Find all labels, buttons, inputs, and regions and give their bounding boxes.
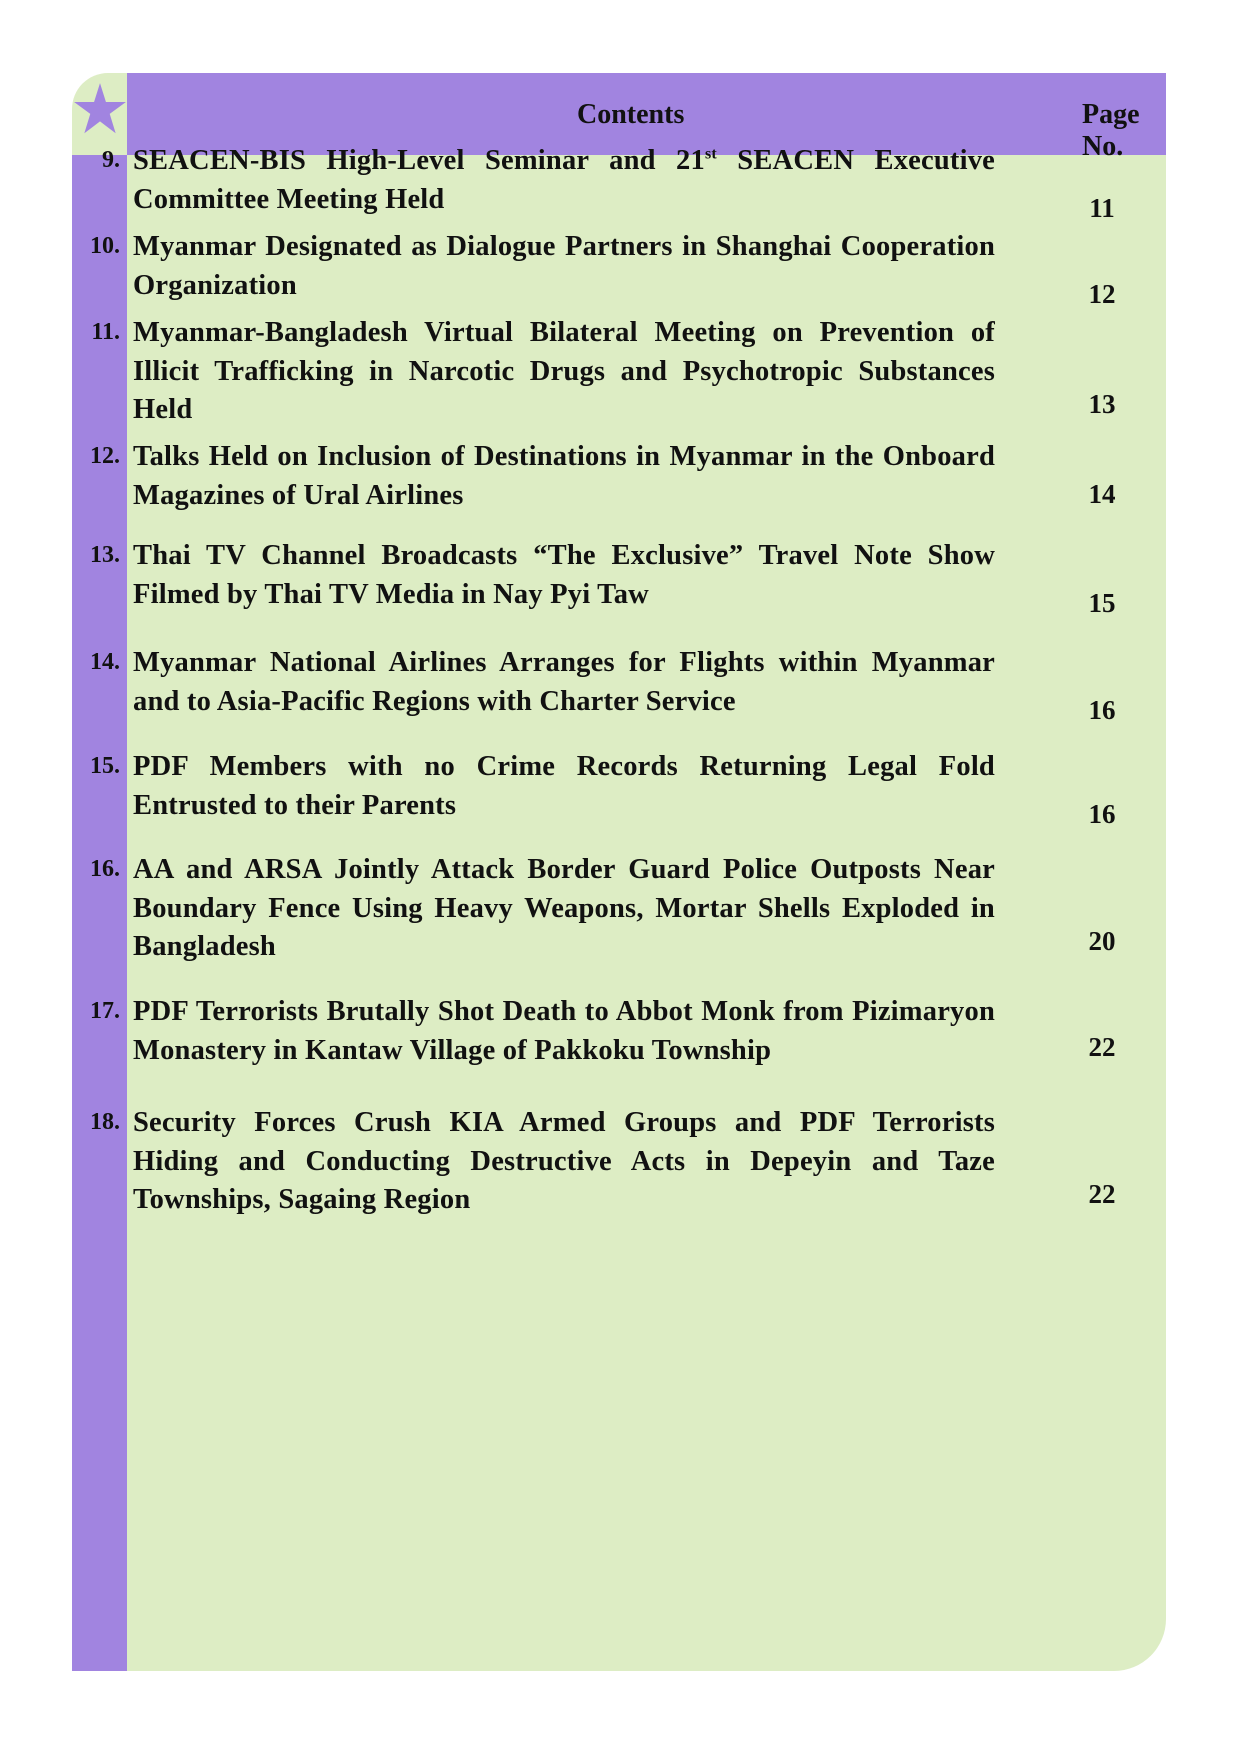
entry-page: 22 xyxy=(1088,1179,1116,1209)
entry-number: 18. xyxy=(90,1109,120,1135)
entry-page: 12 xyxy=(1088,279,1116,309)
sidebar-strip xyxy=(72,155,127,1671)
entry-page: 16 xyxy=(1088,695,1116,725)
entry-title: Thai TV Channel Broadcasts “The Exclusive” Travel Note Show Filmed by Thai TV Media in Nay Pyi Taw xyxy=(133,540,995,610)
entry-page: 22 xyxy=(1088,1032,1116,1062)
entry-number: 13. xyxy=(90,542,120,568)
entry-number: 17. xyxy=(90,998,120,1024)
entry-page: 15 xyxy=(1088,588,1116,618)
header-title: Contents xyxy=(577,99,685,130)
entry-number: 10. xyxy=(90,233,120,259)
entry-title: Myanmar-Bangladesh Virtual Bilateral Meeting on Prevention of Illicit Trafficking in Narcotic Drugs and Psychotropic Substances Held xyxy=(133,317,995,425)
entry-title: Myanmar Designated as Dialogue Partners in Shanghai Cooperation Organization xyxy=(133,231,995,301)
header-page-label: Page No. xyxy=(1082,99,1140,162)
entry-page: 16 xyxy=(1088,799,1116,829)
entry-page: 11 xyxy=(1089,193,1115,223)
entry-title: Talks Held on Inclusion of Destinations in Myanmar in the Onboard Magazines of Ural Airlines xyxy=(133,441,995,511)
entry-title: PDF Members with no Crime Records Returning Legal Fold Entrusted to their Parents xyxy=(133,751,995,821)
entry-number: 9. xyxy=(102,147,120,173)
entry-number: 16. xyxy=(90,856,120,882)
entry-number: 11. xyxy=(91,319,120,345)
entry-title: Myanmar National Airlines Arranges for Flights within Myanmar and to Asia-Pacific Regions with Charter Service xyxy=(133,647,995,717)
star-icon xyxy=(73,82,127,136)
entry-page: 20 xyxy=(1088,926,1116,956)
contents-panel xyxy=(72,73,1166,1671)
entry-number: 14. xyxy=(90,649,120,675)
entry-title: AA and ARSA Jointly Attack Border Guard Police Outposts Near Boundary Fence Using Heavy Weapons, Mortar Shells Exploded in Bangladesh xyxy=(133,854,995,962)
entry-number: 15. xyxy=(90,753,120,779)
entry-title: Security Forces Crush KIA Armed Groups and PDF Terrorists Hiding and Conducting Destructive Acts in Depeyin and Taze Townships, Sagaing Region xyxy=(133,1107,995,1215)
entry-page: 13 xyxy=(1088,389,1116,419)
entry-title: SEACEN-BIS High-Level Seminar and 21st SEACEN Executive Committee Meeting Held xyxy=(133,145,995,215)
entry-page: 14 xyxy=(1088,479,1116,509)
entry-title: PDF Terrorists Brutally Shot Death to Abbot Monk from Pizimaryon Monastery in Kantaw Village of Pakkoku Township xyxy=(133,996,995,1066)
entry-number: 12. xyxy=(90,443,120,469)
